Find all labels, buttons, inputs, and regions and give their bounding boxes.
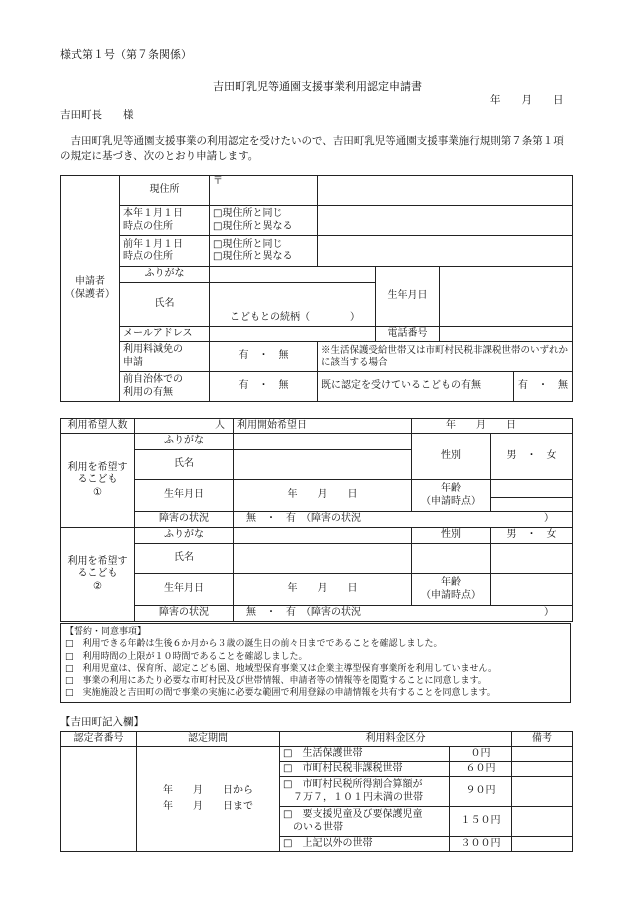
fee-option-amount: ３００円 bbox=[450, 837, 512, 852]
child1-birthdate-field[interactable]: 年 月 日 bbox=[234, 480, 412, 512]
child2-age-label: 年齢 （申請時点） bbox=[412, 574, 491, 606]
remarks-field[interactable] bbox=[512, 747, 573, 762]
fee-option-amount: ６０円 bbox=[450, 762, 512, 777]
child1-gender-label: 性別 bbox=[412, 434, 491, 480]
period-to: 年 月 日まで bbox=[163, 801, 253, 812]
child2-furigana-label: ふりがな bbox=[135, 528, 234, 544]
child2-birthdate-field[interactable]: 年 月 日 bbox=[234, 574, 412, 606]
jan1-address-options[interactable]: □現住所と同じ □現住所と異なる bbox=[210, 206, 318, 236]
applicant-furigana-label: ふりがな bbox=[120, 267, 210, 283]
prev-jan1-address-label: 前年１月１日 時点の住所 bbox=[120, 236, 210, 267]
usage-count-unit: 人 bbox=[215, 419, 225, 431]
applicant-table bbox=[60, 175, 573, 402]
child2-disability-close: ） bbox=[544, 607, 554, 619]
child2-disability-value: 無 ・ 有 （障害の状況 bbox=[246, 607, 361, 619]
usage-count-field[interactable] bbox=[135, 419, 234, 434]
child1-gender-choice[interactable]: 男 ・ 女 bbox=[491, 434, 573, 480]
applicant-name-label: 氏名 bbox=[120, 283, 210, 327]
address-field-ext[interactable] bbox=[318, 176, 573, 206]
application-date: 年 月 日 bbox=[490, 94, 564, 106]
usage-count-label: 利用希望人数 bbox=[61, 419, 135, 434]
child2-birthdate-label: 生年月日 bbox=[135, 574, 234, 606]
fee-class-label: 利用料金区分 bbox=[280, 732, 512, 747]
child1-label: 利用を希望す るこども ① bbox=[61, 434, 135, 528]
address-field[interactable] bbox=[210, 176, 318, 206]
cert-no-label: 認定者番号 bbox=[61, 732, 137, 747]
fee-option-amount: ９０円 bbox=[450, 777, 512, 807]
relation-field[interactable]: こどもとの続柄（ ） bbox=[210, 311, 376, 327]
applicant-furigana-field[interactable] bbox=[210, 267, 376, 283]
prev-use-label: 前自治体での 利用の有無 bbox=[120, 372, 210, 402]
fee-option-label[interactable]: □ 要支援児童及び要保護児童 のいる世帯 bbox=[280, 807, 450, 837]
fee-reduction-label: 利用料減免の 申請 bbox=[120, 342, 210, 372]
form-number: 様式第１号（第７条関係） bbox=[60, 48, 192, 61]
children-table bbox=[60, 418, 573, 622]
postal-mark: 〒 bbox=[213, 176, 223, 187]
child1-disability-value: 無 ・ 有 （障害の状況 bbox=[246, 513, 361, 525]
remarks-field[interactable] bbox=[512, 807, 573, 837]
consent-box bbox=[60, 623, 571, 703]
child1-age-label: 年齢 （申請時点） bbox=[412, 480, 491, 512]
phone-label: 電話番号 bbox=[376, 327, 440, 342]
prev-use-choice[interactable]: 有 ・ 無 bbox=[210, 372, 318, 402]
child1-age-field-ext[interactable] bbox=[491, 498, 573, 512]
applicant-group-label: 申請者 （保護者） bbox=[61, 176, 120, 402]
child1-furigana-field[interactable] bbox=[234, 434, 412, 450]
remarks-field[interactable] bbox=[512, 762, 573, 777]
child2-gender-blank-2 bbox=[491, 544, 573, 574]
usage-start-date[interactable]: 年 月 日 bbox=[412, 419, 573, 434]
remarks-field[interactable] bbox=[512, 777, 573, 807]
child1-name-field[interactable] bbox=[234, 450, 412, 480]
email-label: メールアドレス bbox=[120, 327, 210, 342]
fee-option-label[interactable]: □ 市町村民税非課税世帯 bbox=[280, 762, 450, 777]
consent-item[interactable]: □ 利用児童は、保育所、認定こども園、地域型保育事業又は企業主導型保育事業所を利用していません。 bbox=[65, 663, 498, 674]
usage-start-label: 利用開始希望日 bbox=[234, 419, 412, 434]
child2-gender-label: 性別 bbox=[412, 528, 491, 544]
address-label: 現住所 bbox=[120, 176, 210, 206]
addressee: 吉田町長 様 bbox=[60, 109, 134, 121]
fee-reduction-choice[interactable]: 有 ・ 無 bbox=[210, 342, 318, 372]
fee-reduction-note: ※生活保護受給世帯又は市町村民税非課税世帯のいずれかに該当する場合 bbox=[318, 342, 573, 372]
page-title: 吉田町乳児等通園支援事業利用認定申請書 bbox=[213, 80, 422, 93]
fee-option-amount: ０円 bbox=[450, 747, 512, 762]
remarks-field[interactable] bbox=[512, 837, 573, 852]
applicant-birthdate-field[interactable] bbox=[440, 267, 573, 327]
fee-option-label[interactable]: □ 上記以外の世帯 bbox=[280, 837, 450, 852]
applicant-name-field[interactable] bbox=[210, 283, 376, 311]
child2-label: 利用を希望す るこども ② bbox=[61, 528, 135, 622]
applicant-birthdate-label: 生年月日 bbox=[376, 267, 440, 327]
child1-disability-label: 障害の状況 bbox=[135, 512, 234, 528]
fee-option-label[interactable]: □ 生活保護世帯 bbox=[280, 747, 450, 762]
period-from: 年 月 日から bbox=[163, 785, 253, 796]
child2-name-field[interactable] bbox=[234, 544, 412, 574]
remarks-label: 備考 bbox=[512, 732, 573, 747]
child1-disability-close: ） bbox=[544, 513, 554, 525]
prev-jan1-address-options[interactable]: □現住所と同じ □現住所と異なる bbox=[210, 236, 318, 267]
jan1-address-label: 本年１月１日 時点の住所 bbox=[120, 206, 210, 236]
cert-no-field[interactable] bbox=[61, 747, 137, 852]
certified-children-label: 既に認定を受けているこどもの有無 bbox=[318, 372, 514, 402]
child2-name-label: 氏名 bbox=[135, 544, 234, 574]
prev-jan1-address-field[interactable] bbox=[318, 236, 573, 267]
child1-name-label: 氏名 bbox=[135, 450, 234, 480]
consent-item[interactable]: □ 事業の利用にあたり必要な市町村民及び世帯情報、申請者等の情報等を閲覧することに同意します。 bbox=[65, 676, 487, 687]
phone-field[interactable] bbox=[440, 327, 573, 342]
child1-furigana-label: ふりがな bbox=[135, 434, 234, 450]
child2-gender-blank bbox=[412, 544, 491, 574]
intro-text: 吉田町乳児等通園支援事業の利用認定を受けたいので、吉田町乳児等通園支援事業施行規則第７条第１項の規定に基づき、次のとおり申請します。 bbox=[60, 135, 564, 162]
certified-children-choice[interactable]: 有 ・ 無 bbox=[514, 372, 573, 402]
child2-gender-choice[interactable]: 男 ・ 女 bbox=[491, 528, 573, 544]
office-section-title: 【吉田町記入欄】 bbox=[60, 716, 144, 728]
child2-disability-field[interactable] bbox=[234, 606, 573, 622]
fee-option-label[interactable]: □ 市町村民税所得割合算額が ７万７，１０１円未満の世帯 bbox=[280, 777, 450, 807]
child1-age-field[interactable] bbox=[491, 480, 573, 498]
jan1-address-field[interactable] bbox=[318, 206, 573, 236]
child1-birthdate-label: 生年月日 bbox=[135, 480, 234, 512]
child2-age-field[interactable] bbox=[491, 574, 573, 606]
period-field[interactable] bbox=[137, 747, 280, 852]
period-label: 認定期間 bbox=[137, 732, 280, 747]
consent-title: 【誓約・同意事項】 bbox=[65, 627, 147, 637]
child1-disability-field[interactable] bbox=[234, 512, 573, 528]
office-table bbox=[60, 731, 573, 852]
consent-item[interactable]: □ 利用できる年齢は生後６か月から３歳の誕生日の前々日までであることを確認しました。 bbox=[65, 639, 443, 650]
consent-item[interactable]: □ 利用時間の上限が１０時間であることを確認しました。 bbox=[65, 651, 308, 662]
fee-option-amount: １５０円 bbox=[450, 807, 512, 837]
child2-disability-label: 障害の状況 bbox=[135, 606, 234, 622]
email-field[interactable] bbox=[210, 327, 376, 342]
consent-item[interactable]: □ 実施施設と吉田町の間で事業の実施に必要な範囲で利用登録の申請情報を共有することを同意します。 bbox=[65, 688, 496, 699]
child2-furigana-field[interactable] bbox=[234, 528, 412, 544]
